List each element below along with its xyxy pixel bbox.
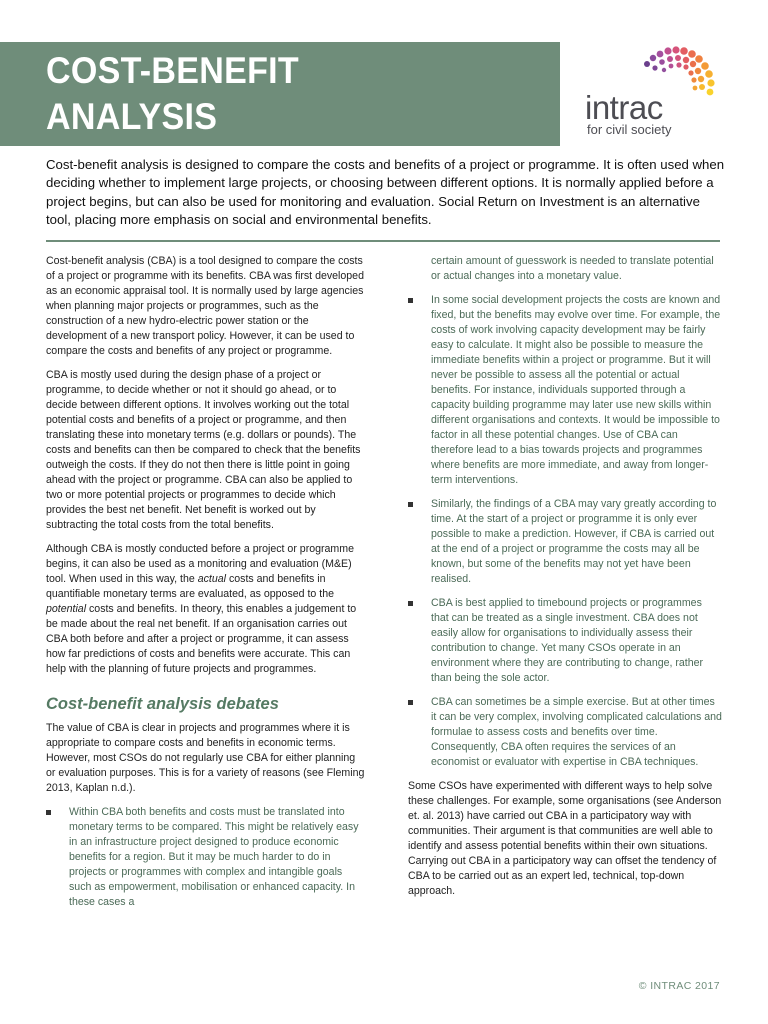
paragraph: Some CSOs have experimented with different ways to help solve these challenges. For example, some organisations (see Anderson et. al. 2013) have carried out CBA in a participatory way with communities. Their argument is that communities are well able to identify and assess potential benefits within their own situations. Carrying out CBA in a participatory way can offset the tendency of CBA to be carried out as an expert led, technical, top-down approach.	[408, 780, 722, 897]
title-band	[0, 42, 560, 146]
emphasis-actual: actual	[197, 573, 227, 585]
list-item-text: CBA can sometimes be a simple exercise. But at other times it can be very complex, involving complicated calculations and formulae to assess costs and benefits over time. Consequently, CBA often requires the services of an economist or evaluator with expertise in CBA techniques.	[431, 696, 722, 768]
list-item-text: CBA is best applied to timebound projects or programmes that can be treated as a single investment. CBA does not easily allow for organisations to individually assess their contribution to change. Yet many CSOs operate in an environment where they are contributing to change, rather than being the sole actor.	[431, 597, 704, 684]
emphasis-potential: potential	[46, 603, 87, 615]
list-item	[408, 293, 722, 488]
bullet-continuation: certain amount of guesswork is needed to translate potential or actual changes into a monetary value.	[431, 255, 714, 282]
list-item	[408, 497, 722, 587]
list-item-text: Similarly, the findings of a CBA may vary greatly according to time. At the start of a project or programme it is only ever possible to make a prediction. However, if CBA is carried out at the end of a project or programme the costs may all be known, but some of the benefits may not yet have been realised.	[431, 498, 717, 585]
paragraph	[46, 542, 366, 677]
list-item	[408, 695, 722, 770]
paragraph: CBA is mostly used during the design phase of a project or programme, to decide whether or not it should go ahead, or to decide between different options. It involves working out the total potential costs and benefits of a project or programme, and then translating these into monetary terms (e.g. dollars or pounds). The costs and benefits can then be compared to check that the benefits outweigh the costs. If they do not then there is little point in going ahead with the project or programme. CBA can also be applied to two or more potential projects or programmes to decide which provides the best net benefit. Net benefit is worked out by subtracting the total costs from the total benefits.	[46, 369, 361, 531]
intro-paragraph: Cost-benefit analysis is designed to compare the costs and benefits of a project or programme. It is often used when deciding whether to implement large projects, or choosing between different options. It is normally applied before a project begins, but can also be used for monitoring and evaluation. Social Return on Investment is an alternative tool, placing more emphasis on social and environmental benefits.	[46, 157, 725, 228]
copyright-footer: © INTRAC 2017	[638, 980, 720, 992]
left-column	[46, 254, 366, 919]
list-item	[408, 596, 722, 686]
bullet-icon	[408, 601, 413, 606]
title-line-2: ANALYSIS	[46, 96, 218, 137]
logo-tagline: for civil society	[587, 122, 672, 137]
list-item	[46, 805, 366, 910]
bullet-icon	[46, 810, 51, 815]
section-divider	[46, 240, 720, 242]
list-item-text: In some social development projects the costs are known and fixed, but the benefits may evolve over time. For example, the costs of work involving capacity development may be fairly easy to calculate. It might also be possible to measure the immediate benefits within a project or programme. But it will never be possible to assess all the potential or actual benefits. For instance, individuals supported through a capacity building programme may later use new skills within different organisations and contexts. It would be impossible to factor in all these potential changes. Use of CBA can therefore lead to a bias towards projects and programmes where benefits are more immediate, and away from longer-term interventions.	[431, 294, 721, 486]
intrac-logo	[585, 44, 735, 144]
bullet-list	[408, 293, 722, 770]
logo-wordmark: intrac	[585, 89, 663, 126]
bullet-icon	[408, 502, 413, 507]
paragraph: Cost-benefit analysis (CBA) is a tool designed to compare the costs of a project or programme with its benefits. CBA was first developed as an economic appraisal tool. It is normally used by large agencies when planning major projects or programmes, such as the construction of a new hydro-electric power station or the development of a new transport policy. However, it can be used to compare the costs and benefits of any project or programme.	[46, 255, 364, 357]
right-column	[408, 254, 722, 908]
list-item-text: Within CBA both benefits and costs must be translated into monetary terms to be compared. This might be relatively easy in an infrastructure project designed to produce economic benefits for a region. But it may be much harder to do in projects or programmes with complex and intangible goals such as empowerment, mobilisation or enhanced capacity. In these cases a	[69, 806, 359, 908]
document-title	[46, 48, 299, 140]
paragraph: The value of CBA is clear in projects and programmes where it is appropriate to compare costs and benefits in economic terms. However, most CSOs do not regularly use CBA for either planning or evaluation purposes. This is for a variety of reasons (see Fleming 2013, Kaplan n.d.).	[46, 722, 365, 794]
bullet-icon	[408, 700, 413, 705]
text-run: Although CBA is mostly conducted before a project or programme begins, it can also be used as a monitoring and evaluation (M&E) tool. When used in this way, the	[46, 543, 354, 585]
text-run: costs and benefits in quantifiable monetary terms are evaluated, as opposed to the	[46, 573, 334, 600]
text-run: costs and benefits. In theory, this enables a judgement to be made about the real net benefit. If an organisation carries out CBA both before and after a project or programme, it can assess how far predictions of costs and benefits were accurate. This can help with the planning of future projects and programmes.	[46, 603, 357, 675]
section-heading: Cost-benefit analysis debates	[46, 695, 279, 713]
title-line-1: COST-BENEFIT	[46, 50, 299, 91]
bullet-list	[46, 805, 366, 910]
bullet-icon	[408, 298, 413, 303]
